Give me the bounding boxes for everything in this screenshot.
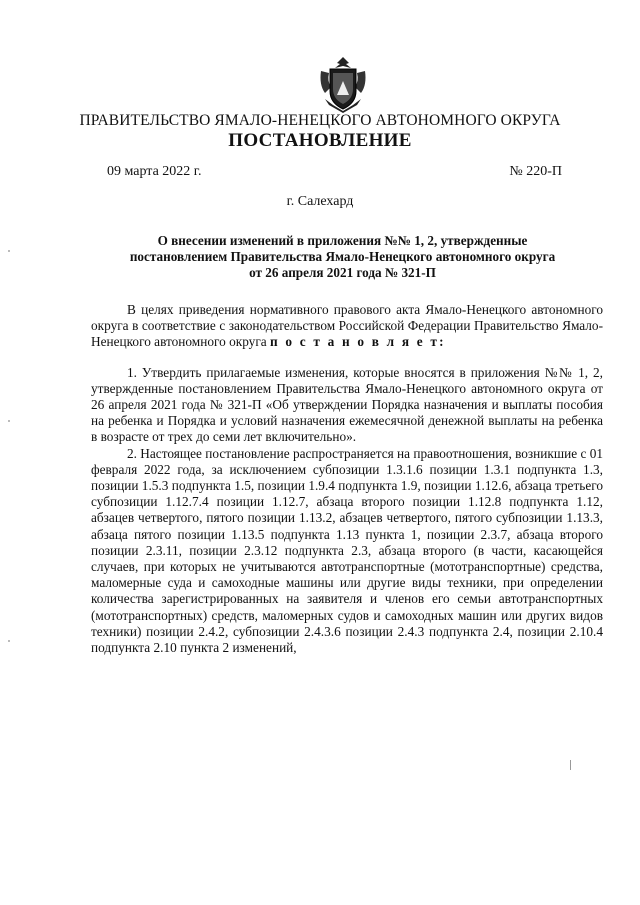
document-title bbox=[120, 233, 565, 281]
title-line: О внесении изменений в приложения №№ 1, 2, утвержденные bbox=[157, 233, 528, 248]
scan-tick bbox=[8, 420, 10, 422]
scan-mark bbox=[570, 760, 571, 770]
organization-name: ПРАВИТЕЛЬСТВО ЯМАЛО-НЕНЕЦКОГО АВТОНОМНОГО ОКРУГА bbox=[79, 112, 561, 129]
scan-tick bbox=[8, 250, 10, 252]
document-number: № 220-П bbox=[509, 164, 562, 179]
title-line: от 26 апреля 2021 года № 321-П bbox=[249, 265, 436, 280]
coat-of-arms-emblem bbox=[317, 55, 369, 113]
intro-text: В целях приведения нормативного правового акта Ямало-Ненецкого автономного округа в соответствие с законодательством Российской Федерации Правительство Ямало-Ненецкого автономного округа bbox=[91, 302, 603, 350]
title-line: постановлением Правительства Ямало-Ненецкого автономного округа bbox=[129, 249, 556, 264]
document-city: г. Салехард bbox=[286, 194, 354, 209]
item-1-paragraph: 1. Утвердить прилагаемые изменения, которые вносятся в приложения №№ 1, 2, утвержденные постановлением Правительства Ямало-Ненецкого автономного округа от 26 апреля 2021 года № 321-П «Об утверждении Порядка назначения и выплаты пособия на ребенка и Порядка и условий назначения ежемесячной денежной выплаты на ребенка в возрасте от трех до семи лет включительно». bbox=[91, 364, 603, 445]
document-date: 09 марта 2022 г. bbox=[107, 164, 202, 179]
resolves-keyword: п о с т а н о в л я е т: bbox=[270, 334, 446, 350]
item-2-paragraph: 2. Настоящее постановление распространяется на правоотношения, возникшие с 01 февраля 2022 года, за исключением субпозиции 1.3.1.6 позиции 1.3.1 подпункта 1.3, позиции 1.5.3 подпункта 1.5, позиции 1.9.4 подпункта 1.9, позиции 1.12.6, абзаца третьего субпозиции 1.12.7.4 позиции 1.12.7, абзаца второго позиции 1.12.8 подпункта 1.12, абзацев четвертого, пятого позиции 1.13.2, абзацев четвертого, пятого субпозиции 1.13.3, абзаца пятого позиции 1.13.5 подпункта 1.13 пункта 1, позиции 2.3.7, абзаца второго позиции 2.3.11, позиции 2.3.12 подпункта 2.3, абзаца второго (в части, касающейся случаев, при которых не учитываются автотранспортные (мототранспортные) средства, маломерные суда и самоходные машины или другие виды техники, при определении количества зарегистрированных на заявителя и членов его семьи автотранспортных (мототранспортных) средств, маломерных судов и самоходных машин или других видов техники) позиции 2.4.2, субпозиции 2.4.3.6 позиции 2.4.3 подпункта 2.4, позиции 2.10.4 подпункта 2.10 пункта 2 изменений, bbox=[91, 445, 603, 656]
document-body bbox=[91, 302, 603, 656]
document-type-heading: ПОСТАНОВЛЕНИЕ bbox=[228, 130, 412, 151]
scan-tick bbox=[8, 640, 10, 642]
intro-paragraph bbox=[91, 302, 603, 351]
